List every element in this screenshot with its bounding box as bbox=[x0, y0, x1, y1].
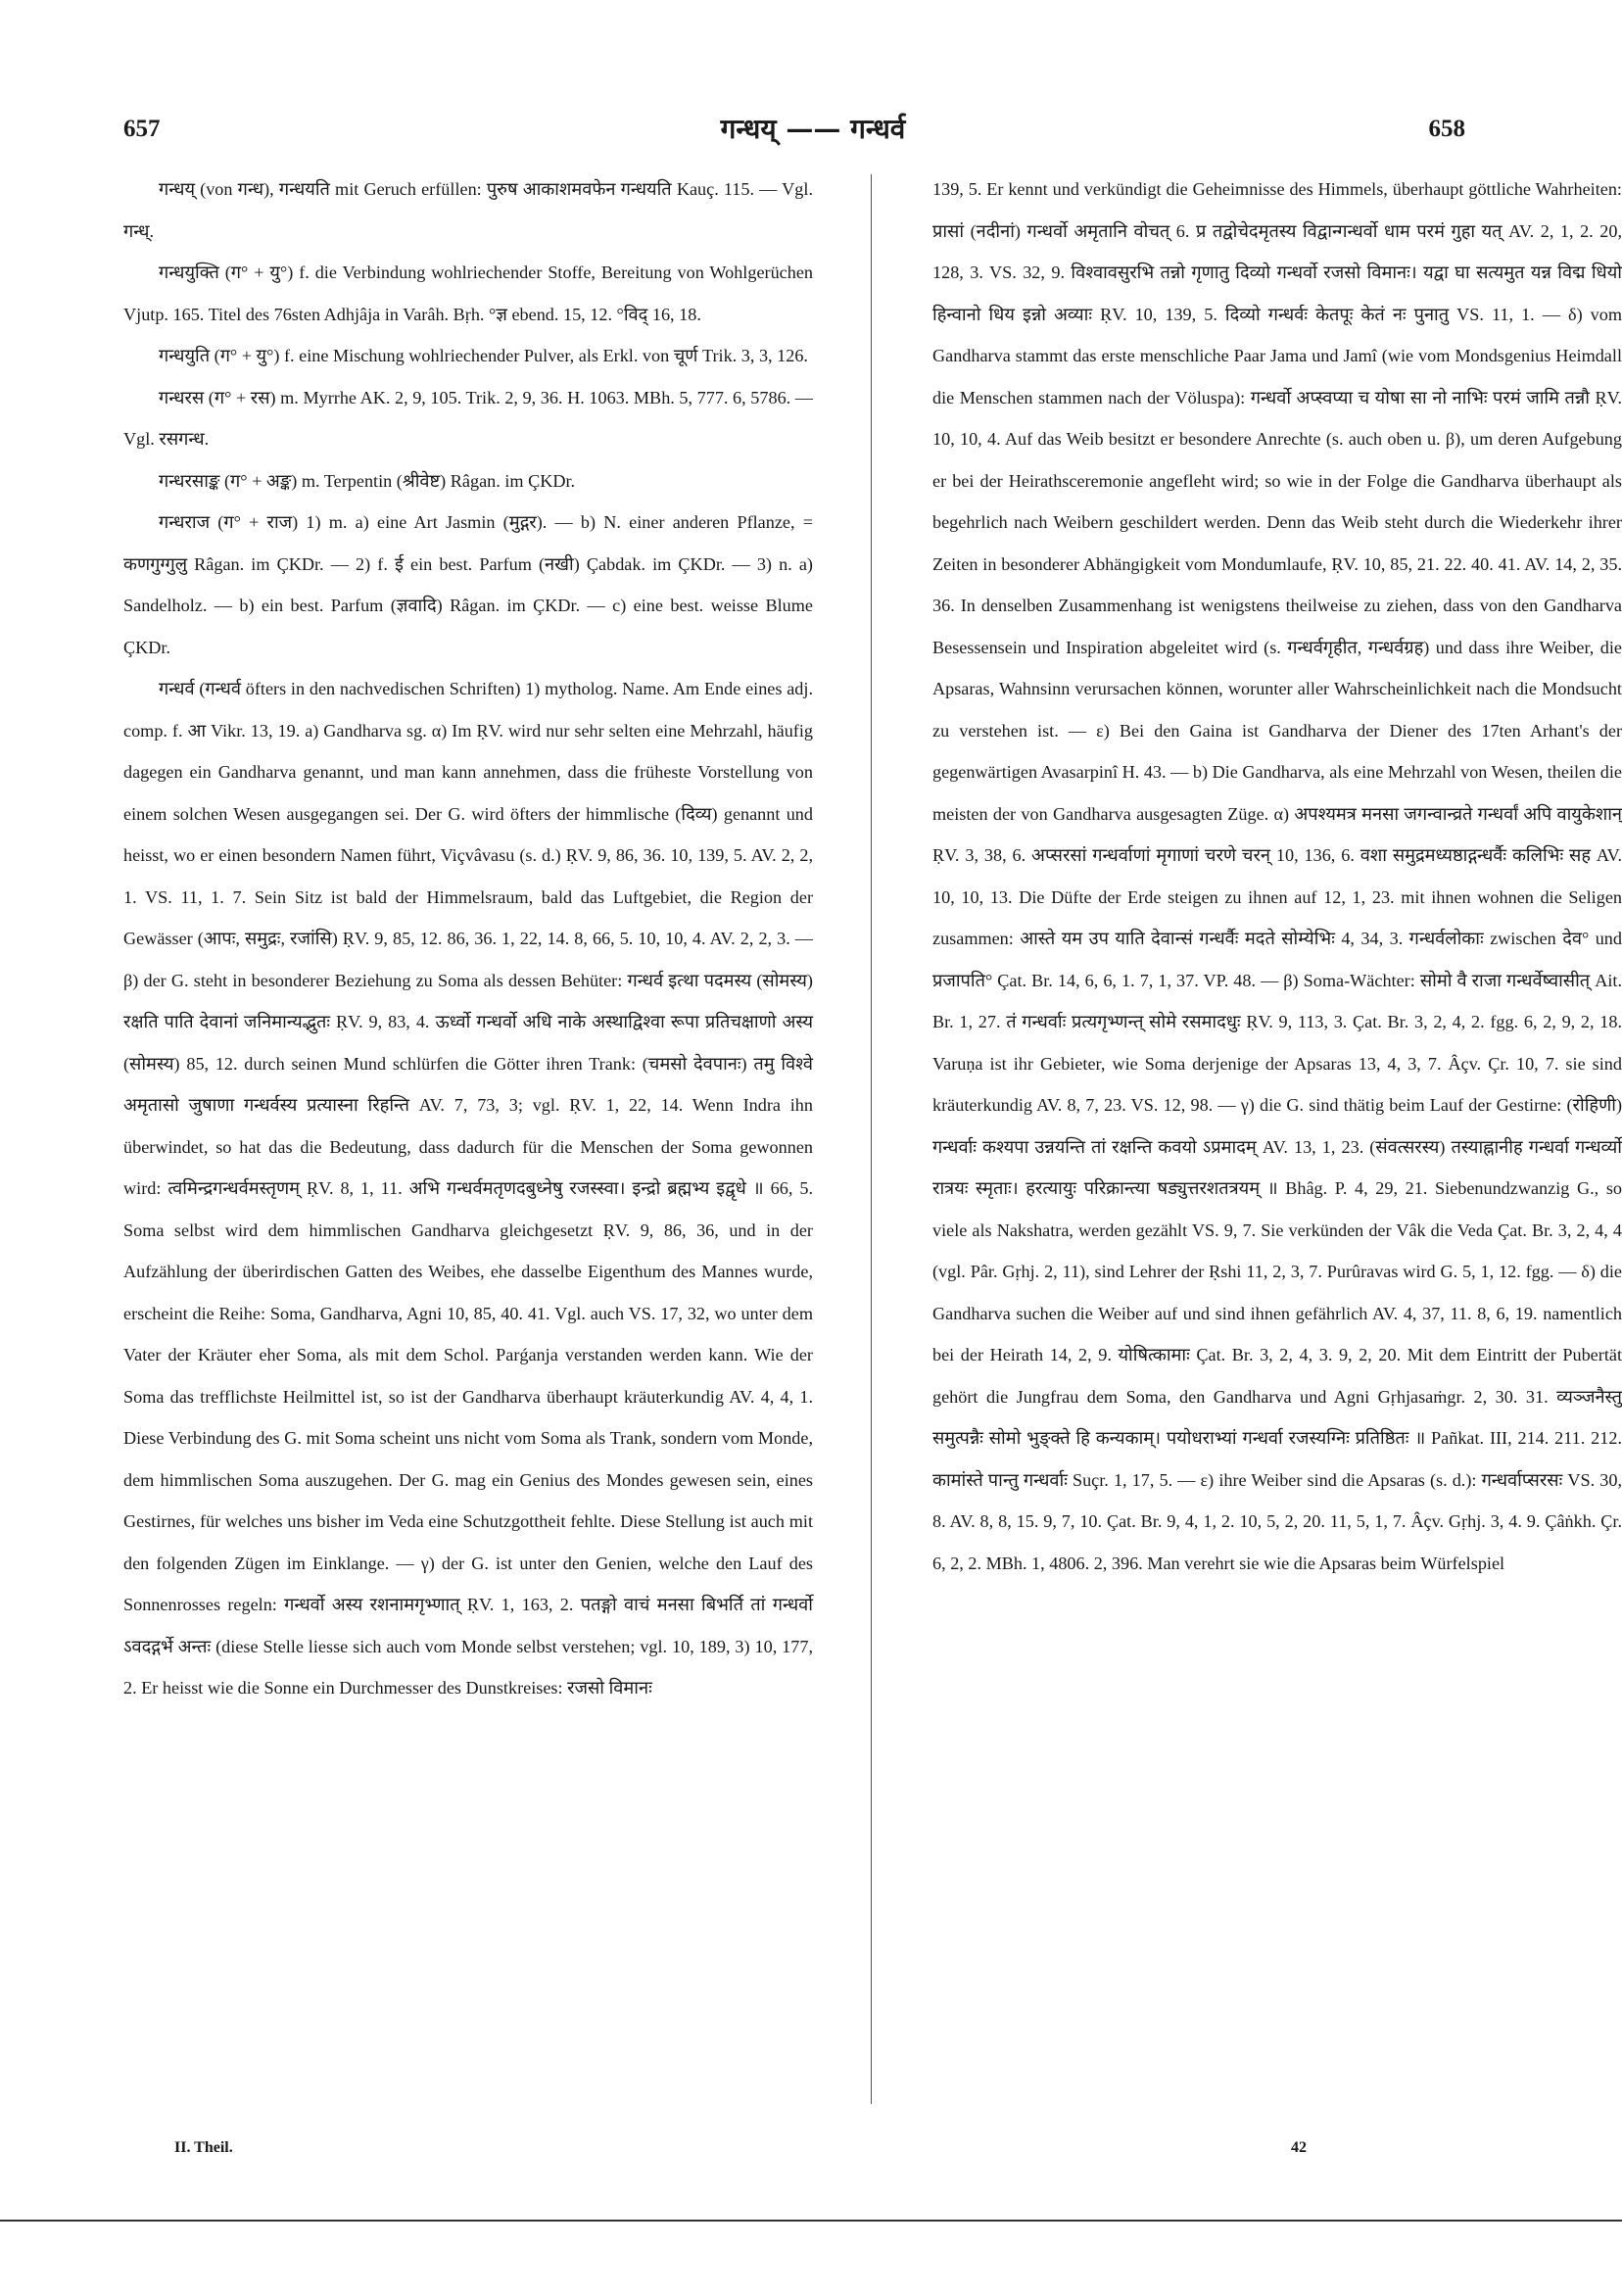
entry-gandharasanka: गन्धरसाङ्क (ग° + अङ्क) m. Terpentin (श्रीवेष्ट) Râgan. im ÇKDr. bbox=[159, 470, 576, 491]
signature-mark: II. Theil. bbox=[174, 2139, 233, 2156]
page-number-left: 657 bbox=[123, 116, 161, 142]
bottom-rule bbox=[0, 2220, 1622, 2222]
entry-gandhayuti: गन्धयुति (ग° + यु°) f. eine Mischung wohlriechender Pulver, als Erkl. von चूर्ण Trik. 3, 3, 126. bbox=[159, 346, 808, 365]
left-column bbox=[123, 168, 813, 1709]
page-number-right: 658 bbox=[1428, 116, 1465, 142]
entry-gandhayukti: गन्धयुक्ति (ग° + यु°) f. die Verbindung wohlriechender Stoffe, Bereitung von Wohlgerüchen Vjutp. 165. Titel des 76sten Adhjâja in Varâh. Bṛh. °ज्ञ ebend. 15, 12. °विद् 16, 18. bbox=[123, 263, 813, 324]
entry-gandharasa: गन्धरस (ग° + रस) m. Myrrhe AK. 2, 9, 105. Trik. 2, 9, 36. H. 1063. MBh. 5, 777. 6, 5786. — Vgl. रसगन्ध. bbox=[123, 387, 813, 449]
entry-gandharva-continued: 139, 5. Er kennt und verkündigt die Geheimnisse des Himmels, überhaupt göttliche Wahrheiten: प्रासां (नदीनां) गन्धर्वो अमृतानि वोचत् 6. प्र तद्वोचेदमृतस्य विद्वान्गन्धर्वो धाम परमं गुहा यत् AV. 2, 1, 2. 20, 128, 3. VS. 32, 9. विश्वावसुरभि तन्नो गृणातु दिव्यो गन्धर्वो रजसो विमानः। यद्वा घा सत्यमुत यन्न विद्म धियो हिन्वानो धिय इन्नो अव्याः ṚV. 10, 139, 5. दिव्यो गन्धर्वः केतपूः केतं नः पुनातु VS. 11, 1. — δ) vom Gandharva stammt das erste menschliche Paar Jama und Jamî (wie vom Mondsgenius Heimdall die Menschen stammen nach der Völuspa): गन्धर्वो अप्स्वप्या च योषा सा नो नाभिः परमं जामि तन्नौ ṚV. 10, 10, 4. Auf das Weib besitzt er besondere Anrechte (s. auch oben u. β), um deren Aufgebung er bei der Heirathsceremonie angefleht wird; so wie in der Folge die Gandharva überhaupt als begehrlich nach Weibern geschildert werden. Denn das Weib steht durch die Wiederkehr ihrer Zeiten in besonderer Abhängigkeit vom Mondumlaufe, ṚV. 10, 85, 21. 22. 40. 41. AV. 14, 2, 35. 36. In denselben Zusammenhang ist wenigstens theilweise zu ziehen, dass von den Gandharva Besessensein und Inspiration abgeleitet wird (s. गन्धर्वगृहीत, गन्धर्वग्रह) und dass ihre Weiber, die Apsaras, Wahnsinn verursachen können, worunter aller Wahrscheinlichkeit nach die Mondsucht zu verstehen ist. — ε) Bei den Gaina ist Gandharva der Diener des 17ten Arhant's der gegenwärtigen Avasarpinî H. 43. — b) Die Gandharva, als eine Mehrzahl von Wesen, theilen die meisten der von Gandharva ausgesagten Züge. α) अपश्यमत्र मनसा जगन्वान्व्रते गन्धर्वां अपि वायुकेशान् ṚV. 3, 38, 6. अप्सरसां गन्धर्वाणां मृगाणां चरणे चरन् 10, 136, 6. वशा समुद्रमध्यष्ठाद्गन्धर्वैः कलिभिः सह AV. 10, 10, 13. Die Düfte der Erde steigen zu ihnen auf 12, 1, 23. mit ihnen wohnen die Seligen zusammen: आस्ते यम उप याति देवान्सं गन्धर्वैः मदते सोम्येभिः 4, 34, 3. गन्धर्वलोकाः zwischen देव° und प्रजापति° Çat. Br. 14, 6, 6, 1. 7, 1, 37. VP. 48. — β) Soma-Wächter: सोमो वै राजा गन्धर्वेष्वासीत् Ait. Br. 1, 27. तं गन्धर्वाः प्रत्यगृभ्णन्त् सोमे रसमादधुः ṚV. 9, 113, 3. Çat. Br. 3, 2, 4, 2. fgg. 6, 2, 9, 2, 18. Varuṇa ist ihr Gebieter, wie Soma derjenige der Apsaras 13, 4, 3, 7. Âçv. Çr. 10, 7. sie sind kräuterkundig AV. 8, 7, 23. VS. 12, 98. — γ) die G. sind thätig beim Lauf der Gestirne: (रोहिणी) गन्धर्वाः कश्यपा उन्नयन्ति तां रक्षन्ति कवयो ऽप्रमादम् AV. 13, 1, 23. (संवत्सरस्य) तस्याह्नानीह गन्धर्वा गन्धर्व्यो रात्रयः स्मृताः। हरत्यायुः परिक्रान्त्या षड्युत्तरशतत्रयम् ॥ Bhâg. P. 4, 29, 21. Siebenundzwanzig G., so viele als Nakshatra, werden gezählt VS. 9, 7. Sie verkünden der Vâk die Veda Çat. Br. 3, 2, 4, 4 (vgl. Pâr. Gṛhj. 2, 11), sind Lehrer der Ṛshi 11, 2, 3, 7. Purûravas wird G. 5, 1, 12. fgg. — δ) die Gandharva suchen die Weiber auf und sind ihnen gefährlich AV. 4, 37, 11. 8, 6, 19. namentlich bei der Heirath 14, 2, 9. योषित्कामाः Çat. Br. 3, 2, 4, 3. 9, 2, 20. Mit dem Eintritt der Pubertät gehört die Jungfrau dem Soma, den Gandharva und Agni Gṛhjasaṁgr. 2, 30. 31. व्यञ्जनैस्तु समुत्पन्नैः सोमो भुङ्क्ते हि कन्यकाम्। पयोधराभ्यां गन्धर्वा रजस्यग्निः प्रतिष्ठितः ॥ Pañkat. III, 214. 211. 212. कामांस्ते पान्तु गन्धर्वाः Suçr. 1, 17, 5. — ε) ihre Weiber sind die Apsaras (s. d.): गन्धर्वाप्सरसः VS. 30, 8. AV. 8, 8, 15. 9, 7, 10. Çat. Br. 9, 4, 1, 2. 10, 5, 2, 20. 11, 5, 1, 7. Âçv. Gṛhj. 3, 4. 9. Çâṅkh. Çr. 6, 2, 2. MBh. 1, 4806. 2, 396. Man verehrt sie wie die Apsaras beim Würfelspiel bbox=[932, 179, 1622, 1573]
running-head: गन्धय् —— गन्धर्व bbox=[720, 113, 906, 145]
sheet-number: 42 bbox=[1291, 2139, 1307, 2156]
column-divider bbox=[871, 174, 872, 2104]
entry-gandharaja: गन्धराज (ग° + राज) 1) m. a) eine Art Jasmin (मुद्गर). — b) N. einer anderen Pflanze, = कणगुग्गुलु Râgan. im ÇKDr. — 2) f. ई ein best. Parfum (नखी) Çabdak. im ÇKDr. — 3) n. a) Sandelholz. — b) ein best. Parfum (ज्ञवादि) Râgan. im ÇKDr. — c) eine best. weisse Blume ÇKDr. bbox=[123, 512, 813, 657]
right-column bbox=[932, 168, 1622, 1584]
entry-gandhay: गन्धय् (von गन्ध), गन्धयति mit Geruch erfüllen: पुरुष आकाशमवफेन गन्धयति Kauç. 115. — Vgl. गन्ध्. bbox=[123, 179, 813, 241]
entry-gandharva: गन्धर्व (गन्धर्व öfters in den nachvedischen Schriften) 1) mytholog. Name. Am Ende eines adj. comp. f. आ Vikr. 13, 19. a) Gandharva sg. α) Im ṚV. wird nur sehr selten eine Mehrzahl, häufig dagegen ein Gandharva genannt, und man kann annehmen, dass die früheste Vorstellung von einem solchen Wesen ausgegangen sei. Der G. wird öfters der himmlische (दिव्य) genannt und heisst, wo er einen besondern Namen führt, Viçvâvasu (s. d.) ṚV. 9, 86, 36. 10, 139, 5. AV. 2, 2, 1. VS. 11, 1. 7. Sein Sitz ist bald der Himmelsraum, bald das Luftgebiet, die Region der Gewässer (आपः, समुद्रः, रजांसि) ṚV. 9, 85, 12. 86, 36. 1, 22, 14. 8, 66, 5. 10, 10, 4. AV. 2, 2, 3. — β) der G. steht in besonderer Beziehung zu Soma als dessen Behüter: गन्धर्व इत्था पदमस्य (सोमस्य) रक्षति पाति देवानां जनिमान्यद्भुतः ṚV. 9, 83, 4. ऊर्ध्वो गन्धर्वो अधि नाके अस्थाद्विश्वा रूपा प्रतिचक्षाणो अस्य (सोमस्य) 85, 12. durch seinen Mund schlürfen die Götter ihren Trank: (चमसो देवपानः) तमु विश्वे अमृतासो जुषाणा गन्धर्वस्य प्रत्यास्ना रिहन्ति AV. 7, 73, 3; vgl. ṚV. 1, 22, 14. Wenn Indra ihn überwindet, so hat das die Bedeutung, dass dadurch für die Menschen der Soma gewonnen wird: त्वमिन्द्रगन्धर्वमस्तृणम् ṚV. 8, 1, 11. अभि गन्धर्वमतृणदबुध्नेषु रजस्स्वा। इन्द्रो ब्रह्मभ्य इद्वृधे ॥ 66, 5. Soma selbst wird dem himmlischen Gandharva gleichgesetzt ṚV. 9, 86, 36, und in der Aufzählung der überirdischen Gatten des Weibes, ehe dasselbe Eigenthum des Mannes wurde, erscheint die Reihe: Soma, Gandharva, Agni 10, 85, 40. 41. Vgl. auch VS. 17, 32, wo unter dem Vater der Kräuter eher Soma, als mit dem Schol. Parǵanja verstanden werden kann. Wie der Soma das trefflichste Heilmittel ist, so ist der Gandharva überhaupt kräuterkundig AV. 4, 4, 1. Diese Verbindung des G. mit Soma scheint uns nicht vom Soma als Trank, sondern vom Monde, dem himmlischen Soma auszugehen. Der G. mag ein Genius des Mondes gewesen sein, eines Gestirnes, für welches uns bisher im Veda eine Schutzgottheit fehlte. Diese Stellung ist auch mit den folgenden Zügen im Einklange. — γ) der G. ist unter den Genien, welche den Lauf des Sonnenrosses regeln: गन्धर्वो अस्य रशनामगृभ्णात् ṚV. 1, 163, 2. पतङ्गो वाचं मनसा बिभर्ति तां गन्धर्वो ऽवदद्गर्भे अन्तः (diese Stelle liesse sich auch vom Monde selbst verstehen; vgl. 10, 189, 3) 10, 177, 2. Er heisst wie die Sonne ein Durchmesser des Dunstkreises: रजसो विमानः bbox=[123, 679, 813, 1698]
